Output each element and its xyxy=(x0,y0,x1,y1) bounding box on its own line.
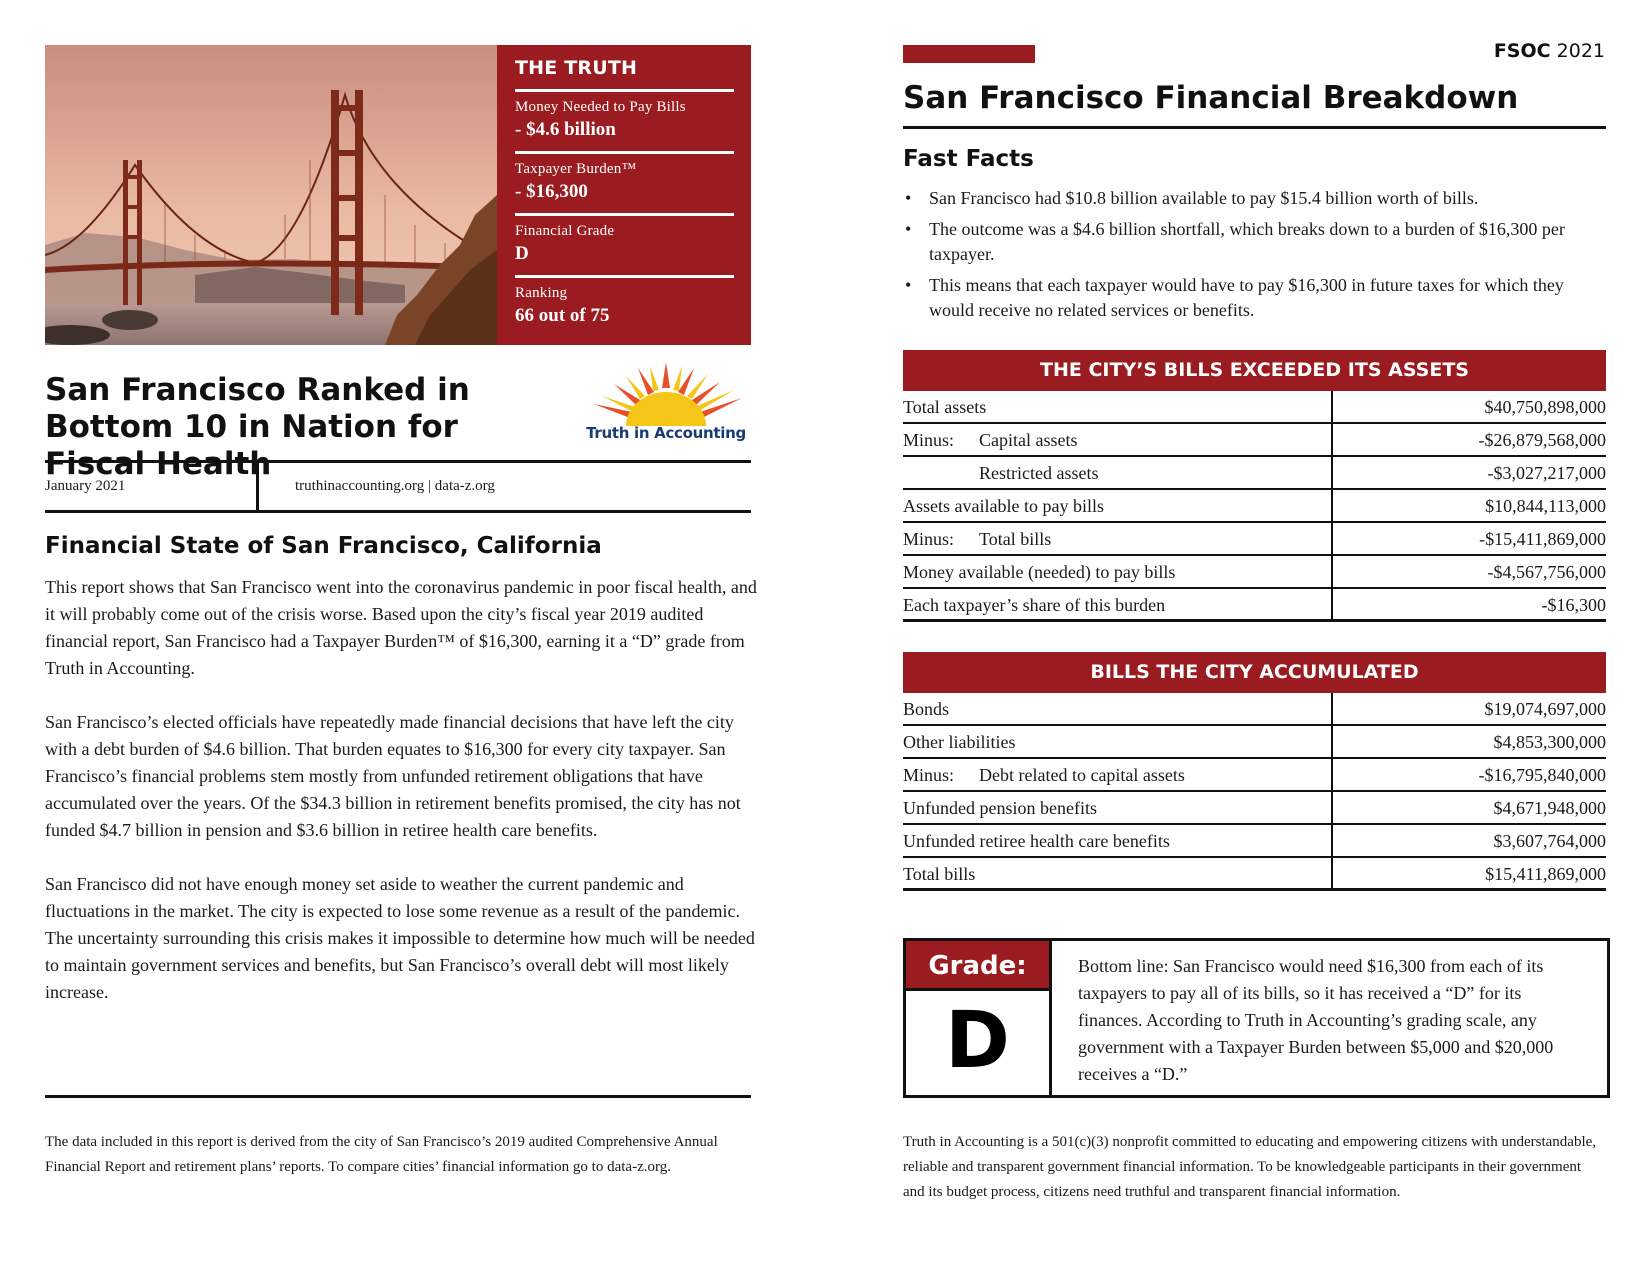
table-row xyxy=(903,693,1606,726)
grade-badge xyxy=(906,941,1052,1095)
row-value: $4,853,300,000 xyxy=(1493,732,1606,752)
row-value: -$16,795,840,000 xyxy=(1478,765,1606,785)
breakdown-title: San Francisco Financial Breakdown xyxy=(903,76,1606,129)
truth-item-taxpayer-burden xyxy=(515,154,734,216)
table-row xyxy=(903,556,1606,589)
row-label: Unfunded retiree health care benefits xyxy=(903,825,1333,856)
table-row xyxy=(903,858,1606,891)
table-row xyxy=(903,589,1606,622)
table-row xyxy=(903,490,1606,523)
row-value: $10,844,113,000 xyxy=(1485,496,1606,516)
report-body xyxy=(45,574,757,1033)
truth-item-value: 66 out of 75 xyxy=(515,305,610,326)
row-label-cell xyxy=(903,424,1333,455)
publication-date: January 2021 xyxy=(45,463,259,510)
row-value: -$16,300 xyxy=(1541,595,1606,615)
row-label: Each taxpayer’s share of this burden xyxy=(903,589,1333,619)
website-links[interactable]: truthinaccounting.org | data-z.org xyxy=(295,478,495,494)
table-row xyxy=(903,457,1606,490)
table-row xyxy=(903,825,1606,858)
list-item: • The outcome was a $4.6 billion shortfall, which breaks down to a burden of $16,300 per taxpayer. xyxy=(903,217,1593,267)
row-label: Unfunded pension benefits xyxy=(903,792,1333,823)
hero-section xyxy=(45,45,751,345)
row-label-cell xyxy=(903,523,1333,554)
truth-item-label: Taxpayer Burden™ xyxy=(515,161,637,177)
table-row xyxy=(903,424,1606,457)
golden-gate-bridge-photo xyxy=(45,45,497,345)
row-label: Total bills xyxy=(903,858,1333,888)
row-label: Money available (needed) to pay bills xyxy=(903,556,1333,587)
list-item: • San Francisco had $10.8 billion available to pay $15.4 billion worth of bills. xyxy=(903,186,1593,211)
row-label: Total assets xyxy=(903,391,1333,422)
truth-title: THE TRUTH xyxy=(515,55,734,92)
row-value: $40,750,898,000 xyxy=(1484,397,1606,417)
row-value: -$15,411,869,000 xyxy=(1479,529,1606,549)
section-title: Financial State of San Francisco, California xyxy=(45,533,602,559)
page-headline: San Francisco Ranked in Bottom 10 in Nation for Fiscal Health xyxy=(45,372,470,482)
table-row xyxy=(903,391,1606,424)
table-row xyxy=(903,759,1606,792)
fsoc-label xyxy=(1494,40,1605,62)
truth-item-label: Financial Grade xyxy=(515,223,615,239)
row-value: $15,411,869,000 xyxy=(1485,864,1606,884)
table-header: BILLS THE CITY ACCUMULATED xyxy=(903,652,1606,693)
row-value: $3,607,764,000 xyxy=(1493,831,1606,851)
fsoc-year: 2021 xyxy=(1556,40,1605,62)
accent-bar xyxy=(903,45,1035,63)
row-value: $19,074,697,000 xyxy=(1484,699,1606,719)
fast-facts-list xyxy=(903,186,1593,329)
fsoc-acronym: FSOC xyxy=(1493,40,1551,62)
body-paragraph: This report shows that San Francisco went into the coronavirus pandemic in poor fiscal health, and it will probably come out of the crisis worse. Based upon the city’s fiscal year 2019 audited financial report, San Francisco had a Taxpayer Burden™ of $16,300, earning it a “D” grade from Truth in Accounting. xyxy=(45,577,757,678)
row-label: Debt related to capital assets xyxy=(979,765,1185,785)
truth-item-ranking xyxy=(515,278,734,340)
row-value: -$4,567,756,000 xyxy=(1487,562,1606,582)
body-paragraph: San Francisco did not have enough money set aside to weather the current pandemic and fluctuations in the market. The city is expected to lose some revenue as a result of the pandemic. The uncertainty surrounding this crisis makes it impossible to determine how much will be needed to maintain government services and benefits, but San Francisco’s overall debt will most likely increase. xyxy=(45,874,755,1002)
row-value: $4,671,948,000 xyxy=(1493,798,1606,818)
data-source-footnote: The data included in this report is derived from the city of San Francisco’s 2019 audited Comprehensive Annual Financial Report and retirement plans’ reports. To compare cities’ financial information go to data-z.org. xyxy=(45,1134,718,1175)
row-prefix: Minus: xyxy=(903,529,955,549)
organization-footnote: Truth in Accounting is a 501(c)(3) nonprofit committed to educating and empowering citizens with understandable, reliable and transparent government financial information. To be knowledgeable participants in their government and its budget process, citizens need truthful and transparent financial information. xyxy=(903,1134,1597,1200)
truth-item-label: Money Needed to Pay Bills xyxy=(515,99,686,115)
row-label: Bonds xyxy=(903,693,1333,724)
row-label: Capital assets xyxy=(979,430,1078,450)
truth-summary-box xyxy=(497,45,751,345)
divider xyxy=(45,1095,751,1098)
grade-label: Grade: xyxy=(906,941,1049,991)
truth-item-value: - $16,300 xyxy=(515,181,588,202)
table-header: THE CITY’S BILLS EXCEEDED ITS ASSETS xyxy=(903,350,1606,391)
logo-name: Truth in Accounting xyxy=(586,424,746,442)
truth-item-value: D xyxy=(515,243,529,264)
rising-sun-icon xyxy=(580,360,752,430)
truth-item-money-needed xyxy=(515,92,734,154)
grade-letter: D xyxy=(945,996,1010,1086)
table-row xyxy=(903,792,1606,825)
assets-table xyxy=(903,350,1606,622)
row-value: -$26,879,568,000 xyxy=(1478,430,1606,450)
row-label-cell xyxy=(903,759,1333,790)
meta-bar xyxy=(45,460,751,513)
body-paragraph: San Francisco’s elected officials have repeatedly made financial decisions that have left the city with a debt burden of $4.6 billion. That burden equates to $16,300 for every city taxpayer. San Francisco’s financial problems stem mostly from unfunded retirement obligations that have accumulated over the years. Of the $34.3 billion in retirement benefits promised, the city has not funded $4.7 billion in pension and $3.6 billion in retiree health care benefits. xyxy=(45,712,741,840)
row-label: Assets available to pay bills xyxy=(903,490,1333,521)
bills-table xyxy=(903,652,1606,891)
fast-facts-title: Fast Facts xyxy=(903,146,1034,172)
truth-in-accounting-logo xyxy=(580,360,752,450)
grade-explanation: Bottom line: San Francisco would need $16,300 from each of its taxpayers to pay all of its bills, so it has received a “D” for its finances. According to Truth in Accounting’s grading scale, any government with a Taxpayer Burden between $5,000 and $20,000 receives a “D.” xyxy=(1078,956,1554,1084)
truth-item-financial-grade xyxy=(515,216,734,278)
table-row xyxy=(903,726,1606,759)
grade-box xyxy=(903,938,1610,1098)
truth-item-label: Ranking xyxy=(515,285,568,301)
table-row xyxy=(903,523,1606,556)
row-label-cell xyxy=(903,457,1333,488)
row-label: Restricted assets xyxy=(979,463,1099,483)
list-item: • This means that each taxpayer would have to pay $16,300 in future taxes for which they would receive no related services or benefits. xyxy=(903,273,1593,323)
row-prefix: Minus: xyxy=(903,765,955,785)
row-label: Total bills xyxy=(979,529,1052,549)
row-label: Other liabilities xyxy=(903,726,1333,757)
truth-item-value: - $4.6 billion xyxy=(515,119,616,140)
row-prefix: Minus: xyxy=(903,430,955,450)
row-value: -$3,027,217,000 xyxy=(1487,463,1606,483)
